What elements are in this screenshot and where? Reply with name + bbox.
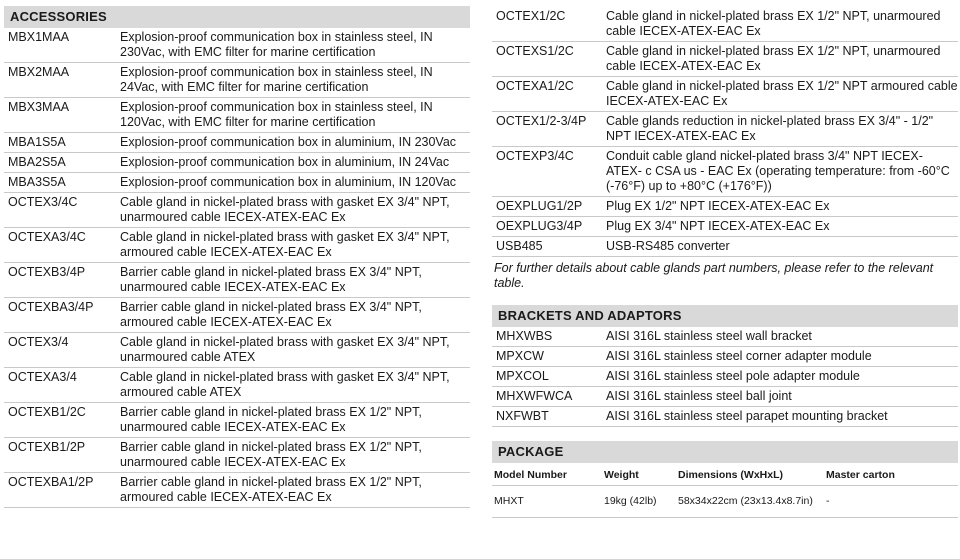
item-description: Explosion-proof communication box in aluminium, IN 230Vac bbox=[120, 135, 457, 149]
package-carton: - bbox=[826, 495, 830, 507]
item-description: Barrier cable gland in nickel-plated brass EX 3/4" NPT, armoured cable IECEX-ATEX-EAC Ex bbox=[120, 300, 422, 329]
item-description: Conduit cable gland nickel-plated brass 3/4" NPT IECEX-ATEX- c CSA us - EAC Ex (operating temperature: from -60°C (-76°F) up to +80°C (+176°F)) bbox=[606, 149, 950, 193]
item-description: Plug EX 3/4" NPT IECEX-ATEX-EAC Ex bbox=[606, 219, 830, 233]
item-code: OCTEX3/4 bbox=[8, 335, 69, 349]
list-item bbox=[4, 368, 470, 403]
item-description: Barrier cable gland in nickel-plated brass EX 3/4" NPT, unarmoured cable IECEX-ATEX-EAC Ex bbox=[120, 265, 422, 294]
item-description: Cable gland in nickel-plated brass with gasket EX 3/4" NPT, unarmoured cable IECEX-ATEX-EAC Ex bbox=[120, 195, 450, 224]
package-model: MHXT bbox=[494, 495, 524, 507]
brackets-heading: BRACKETS AND ADAPTORS bbox=[492, 305, 958, 327]
package-table-header bbox=[492, 463, 958, 486]
item-description: Explosion-proof communication box in stainless steel, IN 24Vac, with EMC filter for marine certification bbox=[120, 65, 433, 94]
list-item bbox=[492, 112, 958, 147]
item-description: AISI 316L stainless steel corner adapter module bbox=[606, 349, 872, 363]
item-description: AISI 316L stainless steel wall bracket bbox=[606, 329, 812, 343]
accessories-list bbox=[4, 28, 470, 508]
accessories-list-continued bbox=[492, 7, 958, 257]
item-description: Cable gland in nickel-plated brass EX 1/2" NPT, unarmoured cable IECEX-ATEX-EAC Ex bbox=[606, 9, 941, 38]
item-description: Cable gland in nickel-plated brass with gasket EX 3/4" NPT, armoured cable IECEX-ATEX-EAC Ex bbox=[120, 230, 450, 259]
item-code: OCTEXA1/2C bbox=[496, 79, 574, 93]
list-item bbox=[4, 438, 470, 473]
list-item bbox=[4, 63, 470, 98]
list-item bbox=[492, 7, 958, 42]
item-description: Barrier cable gland in nickel-plated brass EX 1/2" NPT, armoured cable IECEX-ATEX-EAC Ex bbox=[120, 475, 422, 504]
list-item bbox=[492, 327, 958, 347]
item-code: MBA3S5A bbox=[8, 175, 66, 189]
item-code: OCTEXB1/2C bbox=[8, 405, 86, 419]
list-item bbox=[492, 197, 958, 217]
item-description: AISI 316L stainless steel ball joint bbox=[606, 389, 792, 403]
header-master-carton: Master carton bbox=[826, 469, 895, 481]
header-weight: Weight bbox=[604, 469, 639, 481]
item-code: OCTEXP3/4C bbox=[496, 149, 574, 163]
list-item bbox=[492, 347, 958, 367]
item-code: MBA1S5A bbox=[8, 135, 66, 149]
item-description: Explosion-proof communication box in stainless steel, IN 120Vac, with EMC filter for marine certification bbox=[120, 100, 433, 129]
item-code: OCTEXB3/4P bbox=[8, 265, 86, 279]
item-code: OCTEX1/2-3/4P bbox=[496, 114, 587, 128]
list-item bbox=[4, 333, 470, 368]
list-item bbox=[492, 407, 958, 427]
item-description: Cable glands reduction in nickel-plated brass EX 3/4" - 1/2" NPT IECEX-ATEX-EAC Ex bbox=[606, 114, 934, 143]
list-item bbox=[4, 173, 470, 193]
item-description: AISI 316L stainless steel parapet mounting bracket bbox=[606, 409, 888, 423]
item-code: OCTEXA3/4 bbox=[8, 370, 77, 384]
item-description: USB-RS485 converter bbox=[606, 239, 730, 253]
package-row bbox=[492, 486, 958, 518]
item-code: MBA2S5A bbox=[8, 155, 66, 169]
list-item bbox=[4, 403, 470, 438]
package-heading: PACKAGE bbox=[492, 441, 958, 463]
package-dimensions: 58x34x22cm (23x13.4x8.7in) bbox=[678, 495, 813, 507]
list-item bbox=[492, 77, 958, 112]
item-code: USB485 bbox=[496, 239, 543, 253]
right-column bbox=[492, 7, 958, 518]
item-code: MPXCOL bbox=[496, 369, 549, 383]
list-item bbox=[492, 42, 958, 77]
list-item bbox=[4, 298, 470, 333]
item-code: MHXWFWCA bbox=[496, 389, 573, 403]
item-description: AISI 316L stainless steel pole adapter module bbox=[606, 369, 860, 383]
package-table bbox=[492, 463, 958, 518]
list-item bbox=[4, 228, 470, 263]
item-code: OCTEX1/2C bbox=[496, 9, 566, 23]
left-column bbox=[4, 6, 470, 508]
item-description: Cable gland in nickel-plated brass with gasket EX 3/4" NPT, armoured cable ATEX bbox=[120, 370, 450, 399]
list-item bbox=[4, 153, 470, 173]
item-code: OCTEX3/4C bbox=[8, 195, 78, 209]
list-item bbox=[492, 147, 958, 197]
list-item bbox=[4, 28, 470, 63]
accessories-heading: ACCESSORIES bbox=[4, 6, 470, 28]
list-item bbox=[4, 263, 470, 298]
item-description: Explosion-proof communication box in aluminium, IN 120Vac bbox=[120, 175, 457, 189]
list-item bbox=[492, 387, 958, 407]
header-model-number: Model Number bbox=[494, 469, 567, 481]
item-code: OCTEXB1/2P bbox=[8, 440, 86, 454]
list-item bbox=[492, 367, 958, 387]
item-code: OCTEXS1/2C bbox=[496, 44, 574, 58]
item-code: OEXPLUG3/4P bbox=[496, 219, 583, 233]
item-code: OCTEXBA1/2P bbox=[8, 475, 94, 489]
item-code: OCTEXBA3/4P bbox=[8, 300, 94, 314]
item-description: Cable gland in nickel-plated brass with gasket EX 3/4" NPT, unarmoured cable ATEX bbox=[120, 335, 450, 364]
list-item bbox=[4, 133, 470, 153]
item-code: MBX2MAA bbox=[8, 65, 70, 79]
list-item bbox=[4, 98, 470, 133]
item-description: Plug EX 1/2" NPT IECEX-ATEX-EAC Ex bbox=[606, 199, 830, 213]
item-description: Cable gland in nickel-plated brass EX 1/2" NPT, unarmoured cable IECEX-ATEX-EAC Ex bbox=[606, 44, 941, 73]
brackets-list bbox=[492, 327, 958, 427]
item-description: Cable gland in nickel-plated brass EX 1/2" NPT armoured cable IECEX-ATEX-EAC Ex bbox=[606, 79, 958, 108]
cable-gland-note: For further details about cable glands part numbers, please refer to the relevant table. bbox=[494, 261, 934, 290]
list-item bbox=[492, 217, 958, 237]
item-code: MBX1MAA bbox=[8, 30, 70, 44]
list-item bbox=[4, 193, 470, 228]
item-code: MHXWBS bbox=[496, 329, 553, 343]
item-code: NXFWBT bbox=[496, 409, 549, 423]
item-description: Barrier cable gland in nickel-plated brass EX 1/2" NPT, unarmoured cable IECEX-ATEX-EAC Ex bbox=[120, 405, 422, 434]
list-item bbox=[492, 237, 958, 257]
item-code: MBX3MAA bbox=[8, 100, 70, 114]
header-dimensions: Dimensions (WxHxL) bbox=[678, 469, 784, 481]
item-description: Explosion-proof communication box in aluminium, IN 24Vac bbox=[120, 155, 450, 169]
item-code: OCTEXA3/4C bbox=[8, 230, 86, 244]
item-description: Explosion-proof communication box in stainless steel, IN 230Vac, with EMC filter for marine certification bbox=[120, 30, 433, 59]
item-description: Barrier cable gland in nickel-plated brass EX 1/2" NPT, unarmoured cable IECEX-ATEX-EAC Ex bbox=[120, 440, 422, 469]
list-item bbox=[4, 473, 470, 508]
package-weight: 19kg (42lb) bbox=[604, 495, 657, 507]
item-code: OEXPLUG1/2P bbox=[496, 199, 583, 213]
item-code: MPXCW bbox=[496, 349, 544, 363]
